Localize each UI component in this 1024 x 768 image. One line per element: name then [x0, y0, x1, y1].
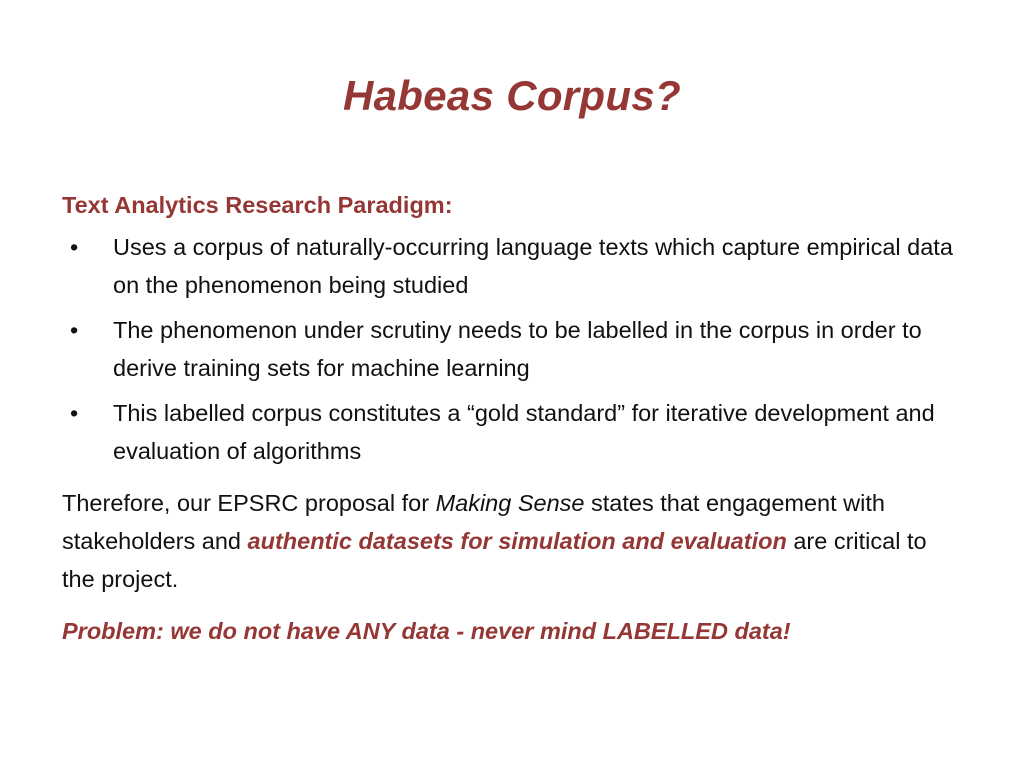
- therefore-text-3: are critical to the project.: [62, 528, 927, 592]
- therefore-paragraph: [62, 484, 962, 598]
- bullet-text: The phenomenon under scrutiny needs to be labelled in the corpus in order to derive training sets for machine learning: [113, 317, 922, 381]
- therefore-text-1: Therefore, our EPSRC proposal for: [62, 490, 436, 516]
- bullet-text: This labelled corpus constitutes a “gold standard” for iterative development and evaluation of algorithms: [113, 400, 935, 464]
- therefore-text-2: states that engagement with stakeholders and: [62, 490, 885, 554]
- section-heading: Text Analytics Research Paradigm:: [62, 192, 453, 218]
- project-name: Making Sense: [435, 490, 585, 516]
- problem-statement: Problem: we do not have ANY data - never mind LABELLED data!: [62, 618, 791, 644]
- bullet-icon: •: [70, 234, 79, 260]
- bullet-item: [62, 228, 962, 304]
- bullet-item: [62, 394, 962, 470]
- bullet-icon: •: [70, 317, 79, 343]
- bullet-text: Uses a corpus of naturally-occurring language texts which capture empirical data on the phenomenon being studied: [113, 234, 953, 298]
- slide-body: [62, 186, 962, 650]
- bullet-item: [62, 311, 962, 387]
- bullet-list: [62, 228, 962, 470]
- highlighted-phrase: authentic datasets for simulation and evaluation: [247, 528, 787, 554]
- bullet-icon: •: [70, 400, 79, 426]
- slide-title: Habeas Corpus?: [343, 72, 681, 119]
